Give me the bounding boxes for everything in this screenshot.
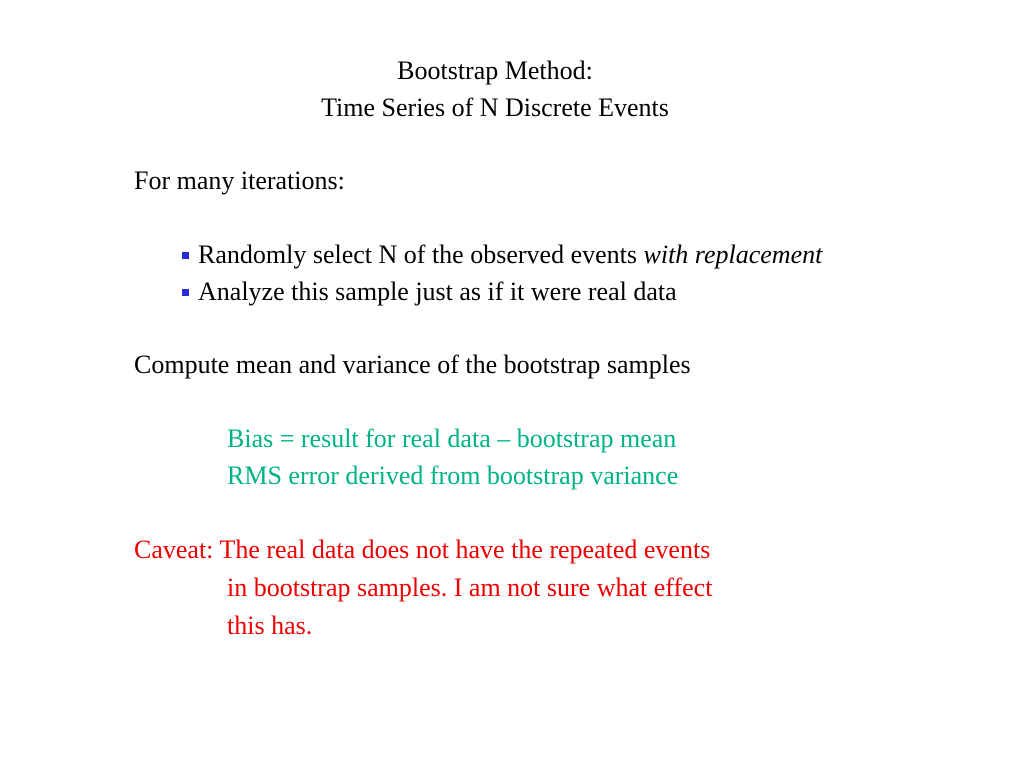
bullet-1-text: Randomly select N of the observed events (198, 240, 644, 269)
title-line-2: Time Series of N Discrete Events (321, 93, 669, 122)
bullet-item-1 (182, 240, 822, 270)
rms-text: RMS error derived from bootstrap variance (227, 461, 679, 490)
bullet-1-emphasis: with replacement (643, 240, 823, 269)
square-bullet-icon (182, 252, 189, 259)
bias-text: Bias = result for real data – bootstrap mean (227, 424, 677, 453)
caveat-line-3: this has. (227, 611, 313, 640)
square-bullet-icon (182, 289, 189, 296)
bullet-item-2 (182, 277, 677, 307)
intro-text: For many iterations: (134, 166, 345, 195)
bullet-2-text: Analyze this sample just as if it were real data (198, 277, 677, 306)
caveat-line-2: in bootstrap samples. I am not sure what effect (227, 573, 713, 602)
compute-text: Compute mean and variance of the bootstrap samples (134, 350, 691, 379)
title-line-1: Bootstrap Method: (397, 56, 593, 85)
caveat-line-1: Caveat: The real data does not have the repeated events (134, 535, 711, 564)
